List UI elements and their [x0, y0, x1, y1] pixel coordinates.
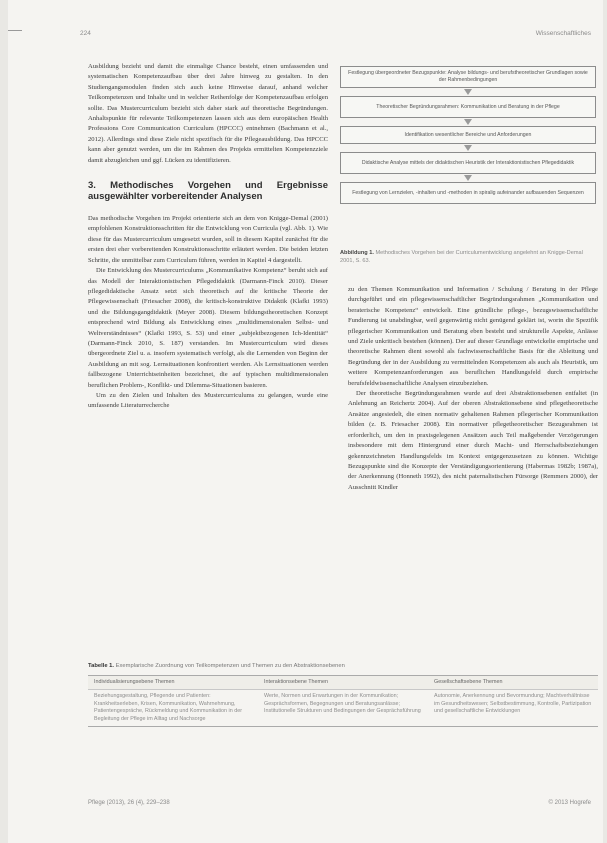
flow-box-2: Theoretischer Begründungsrahmen: Kommunikation und Beratung in der Pflege [340, 96, 596, 118]
table-header-row [88, 676, 598, 690]
body-paragraph-3: Um zu den Zielen und Inhalten des Mustercurriculums zu gelangen, wurde eine umfassende Literaturrecherche [88, 391, 328, 410]
footer-citation: Pflege (2013), 26 (4), 229–238 [88, 800, 170, 806]
table-caption-label: Tabelle 1. [88, 663, 114, 669]
table-header-cell: Individualisierungsebene Themen [94, 679, 175, 685]
flow-arrow [464, 119, 472, 125]
flow-box-1: Festlegung übergeordneter Bezugspunkte: Analyse bildungs- und berufstheoretischer Grundlagen sowie der Rahmenbedingungen [340, 66, 596, 88]
right-paragraph-1: zu den Themen Kommunikation und Information / Schulung / Beratung in der Pflege durchgeführt und ein pflegewissenschaftlicher Begründungsrahmen „Kommunikation und beraterische Kompetenz“ entwickelt. Eine gründliche pflege-, bezugswissenschaftliche Fundierung ist unabdingbar, weil gegenwärtig nicht genügend geklärt ist, worin die Spezifik pflegerischer Kommunikation und Beratung eben besteht und strukturelle Aspekte, Anlässe und Ziele unkritisch bestehen (können). Der auf dieser Grundlage entwickelte empirische und theoretische Rahmen dient sowohl als fachwissenschaftliche Basis für die Ableitung und Begründung der in der Ausbildung zu vermittelnden Kompetenzen als auch als Heuristik, um weitere Kompetenzanforderungen aus beruflichen Handlungsfeld durch empirische berufsfeldwissenschaftliche Analysen einzubeziehen. [348, 286, 598, 387]
flow-arrow [464, 89, 472, 95]
body-paragraph-2: Die Entwicklung des Mustercurriculums „Kommunikative Kompetenz“ beruht sich auf das Modell der Interaktionistischen Pflegedidaktik (Darmann-Finck 2010). Dieser pflegedidaktische Ansatz setzt sich theoretisch auf die kritische Theorie der Pflegewissenschaft (Friesacher 2008), die kritisch-konstruktive Didaktik (Klafki 1993) und die Bildungsgangdidaktik (Meyer 2008). Diesem bildungstheoretischen Konzept entsprechend wird Bildung als Entwicklung eines „multidimensionalen Selbst- und Weltverständnisses“ (Klafki 1993, S. 53) und einer „subjektbezogenen Ich-Identität“ (Darmann-Finck 2010, S. 187) verstanden. Im Mustercurriculum wird dieses übergeordnete Ziel u. a. insofern systematisch verfolgt, als die Lernenden von Beginn der Ausbildung an mit sog. Lernsituationen konfrontiert werden. Als Lernsituationen werden fallbezogene Unterrichtseinheiten bezeichnet, die auf typischen multidimensionalen beruflichen Problem-, Konflikt- und Dilemma-Situationen basieren. [88, 267, 328, 389]
flow-box-4: Didaktische Analyse mittels der didaktischen Heuristik der Interaktionistischen Pflegedidaktik [340, 152, 596, 174]
crop-mark [8, 30, 22, 31]
footer-publisher: © 2013 Hogrefe [548, 800, 591, 806]
flow-arrow [464, 145, 472, 151]
flow-box-5: Festlegung von Lernzielen, -inhalten und -methoden in spiralig aufeinander aufbauenden Sequenzen [340, 182, 596, 204]
right-column [348, 285, 598, 493]
table-caption-text: Exemplarische Zuordnung von Teilkompetenzen und Themen zu den Abstraktionsebenen [115, 663, 345, 669]
right-paragraph-2: Der theoretische Begründungsrahmen wurde auf drei Abstraktionsebenen entfaltet (in Anlehnung an Reichertz 2004). Auf der oberen Abstraktionsebene sind pflegetheoretische Ansätze angesiedelt, die einen normativ gehaltenen Rahmen pflegerischer Kommunikation bilden (z. B. Friesacher 2008). Ein normativer pflegetheoretischer Bezugsrahmen ist erforderlich, um den in praxisgelegenen Ansätzen auch Teil maßgebender Verzögerungen insbesondere mit dem Hintergrund einer durch Macht- und Herrschaftsbeziehungen gekennzeichneten Handlungsfelds im Kontext entgegenzusetzen zu können. Wichtige Bezugspunkte sind die Konzepte der Verständigungsorientierung (Habermas 1982b; 1987a), der Anerkennung (Honneth 1992), des nicht paternalistischen Fürsorge (Remmers 2000), der Ausschnitt Kindler [348, 390, 598, 491]
body-paragraph-1: Das methodische Vorgehen im Projekt orientierte sich an dem von Knigge-Demal (2001) empfohlenen Konstruktionsschritten für die Entwicklung von Curricula (vgl. Abb. 1). Wie diese für das Mustercurriculum umgesetzt wurden, soll in diesem Kapitel zunächst für die ersten drei eher vorbereitenden Konstruktionsschritte erläutert werden. Die beiden letzten Schritte, die unmittelbar zum Curriculum führen, werden in Kapitel 4 dargestellt. [88, 215, 328, 264]
figure-flowchart [340, 66, 596, 204]
table-header-cell: Interaktionsebene Themen [264, 679, 329, 685]
page-footer [88, 800, 591, 806]
figure-caption-text: Methodisches Vorgehen bei der Curriculumentwicklung angelehnt an Knigge-Demal 2001, S. 63. [340, 250, 583, 264]
table-caption [88, 663, 598, 669]
flow-arrow [464, 175, 472, 181]
table-cell: Autonomie, Anerkennung und Bevormundung; Machtverhältnisse im Gesundheitswesen; Selbstbestimmung, Kontrolle, Partizipation und gesellschaftliche Entwicklungen [434, 693, 592, 715]
table-row [88, 690, 598, 726]
journal-name: Wissenschaftliches [535, 30, 591, 37]
figure-caption-label: Abbildung 1. [340, 250, 374, 256]
figure-caption [340, 250, 596, 265]
running-header [80, 30, 591, 37]
intro-paragraph: Ausbildung bezieht und damit die einmalige Chance besteht, einen umfassenden und systematischen Kompetenzaufbau über drei Jahre hinweg zu gestalten. In den Studiengangsmodulen finden sich auch keine Hinweise darauf, anhand welcher Teilkompetenzen und Inhalte und in welcher Reihenfolge der Kompetenzaufbau erfolgen sollte. Das Mustercurriculum bezieht sich daher stark auf theoretische Begründungen. Anhaltspunkte für relevante Teilkompetenzen lassen sich aus dem europäischen Health Professions Core Communication Curriculum (HPCCC) entnehmen (Bachmann et al., 2012). Allerdings sind diese Ziele nicht spezifisch für die Pflegeausbildung. Das HPCCC kann aber genutzt werden, um die im Rahmen des Projekts ermittelten Kompetenzziele damit abzugleichen und ggf. Lücken zu identifizieren. [88, 63, 328, 164]
table-header-cell: Gesellschaftsebene Themen [434, 679, 503, 685]
table-cell: Beziehungsgestaltung, Pflegende und Patienten: Krankheitserleben, Krisen, Kommunikation, Wahrnehmung, Patientengespräche, Rückmeldung und Kommunikation in der Begleitung der Pflege im Alltag und Nachsorge [94, 693, 243, 722]
page [8, 0, 603, 843]
page-number: 224 [80, 30, 91, 37]
left-column [88, 62, 328, 412]
flow-box-3: Identifikation wesentlicher Bereiche und Anforderungen [340, 126, 596, 144]
section-heading: 3. Methodisches Vorgehen und Ergebnisse ausgewählter vorbereitender Analysen [88, 180, 328, 203]
table-cell: Werte, Normen und Erwartungen in der Kommunikation; Gesprächsformen, Begegnungen und Beratungsanlässe; Institutionelle Strukturen und Bedingungen der Gesprächsführung [264, 693, 421, 715]
table [88, 675, 598, 727]
